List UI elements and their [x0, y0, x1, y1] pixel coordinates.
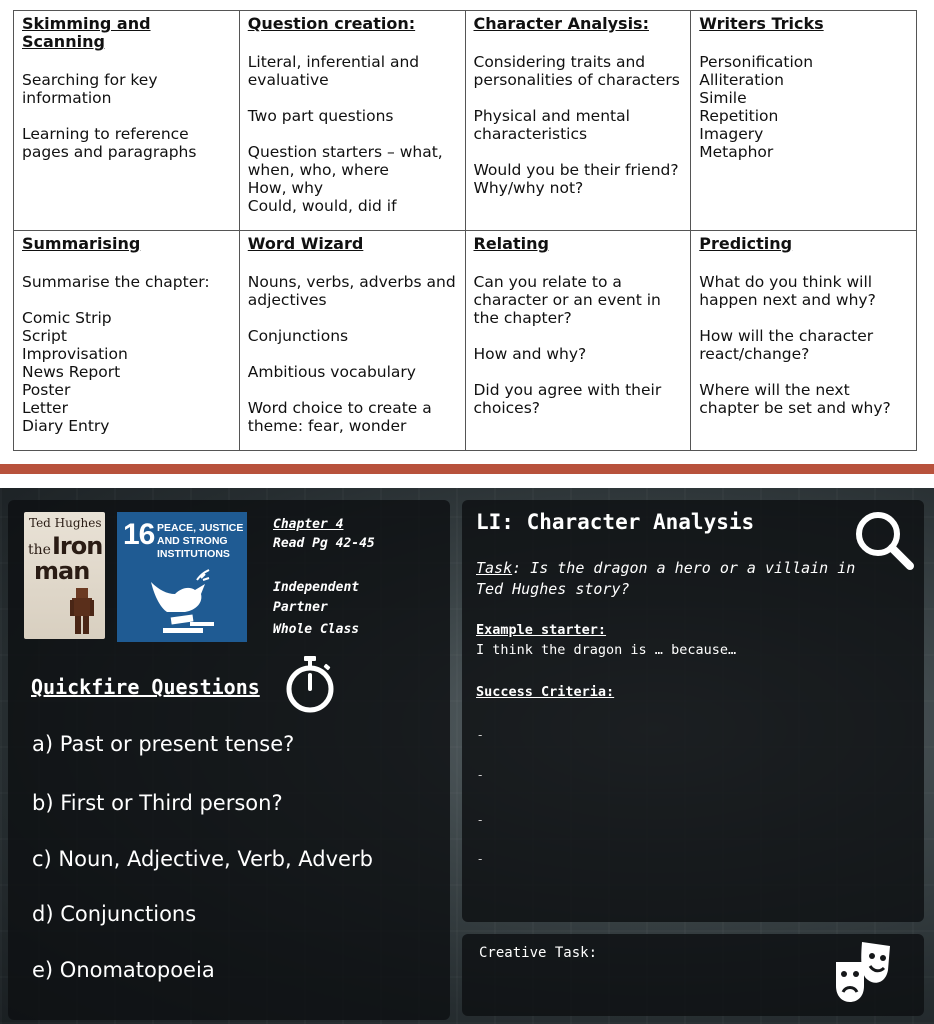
cell-text: Did you agree with their choices? — [473, 381, 662, 417]
task-label: Task — [476, 559, 513, 577]
chapter-label: Chapter 4 — [273, 517, 344, 532]
cell-text: Where will the next chapter be set and why? — [699, 381, 891, 417]
sdg-title: PEACE, JUSTICE AND STRONG INSTITUTIONS — [157, 522, 244, 560]
cell-text: Summarise the chapter: — [22, 273, 210, 291]
cell-heading: Writers Tricks — [699, 14, 824, 33]
cell-text: Literal, inferential and evaluative — [247, 53, 420, 89]
book-title-iron: Iron — [52, 532, 103, 560]
cell-text: Diary Entry — [22, 417, 110, 435]
cell-predicting — [691, 231, 917, 451]
cell-text: Learning to reference pages and paragraphs — [22, 125, 197, 161]
cell-text: Question starters – what, when, who, where — [247, 143, 443, 179]
book-author: Ted Hughes — [29, 516, 102, 530]
task-question: : Is the dragon a hero or a villain in Ted Hughes story? — [476, 559, 856, 598]
lesson-slide — [0, 488, 934, 1024]
theatre-masks-icon — [832, 940, 894, 1004]
success-criteria-bullet: - — [478, 813, 483, 827]
cell-text: Improvisation — [22, 345, 128, 363]
cell-text: Considering traits and personalities of characters — [473, 53, 680, 89]
cell-text: Poster — [22, 381, 71, 399]
cell-heading: Predicting — [699, 234, 793, 253]
cell-text: How, why — [247, 179, 324, 197]
sdg-16-tile — [117, 512, 247, 642]
mode-partner: Partner — [273, 600, 328, 615]
book-title-man: man — [34, 557, 90, 585]
success-criteria-bullet: - — [478, 852, 483, 866]
quickfire-item: e) Onomatopoeia — [32, 958, 215, 982]
cell-summarising — [14, 231, 240, 451]
dove-gavel-icon — [145, 568, 221, 636]
cell-text: Would you be their friend? Why/why not? — [473, 161, 679, 197]
cell-text: How will the character react/change? — [699, 327, 874, 363]
book-title-the: the — [28, 542, 51, 558]
cell-skimming — [14, 11, 240, 231]
table-row — [14, 11, 917, 231]
cell-text: Script — [22, 327, 67, 345]
quickfire-item: d) Conjunctions — [32, 902, 197, 926]
quickfire-item: b) First or Third person? — [32, 791, 283, 815]
mode-independent: Independent — [273, 580, 360, 595]
cell-heading: Summarising — [22, 234, 141, 253]
creative-task-label: Creative Task: — [479, 945, 598, 961]
cell-word-wizard — [239, 231, 465, 451]
cell-heading: Relating — [473, 234, 549, 253]
cell-relating — [465, 231, 691, 451]
example-starter-label: Example starter: — [476, 622, 607, 638]
success-criteria-bullet: - — [478, 768, 483, 782]
cell-text: What do you think will happen next and why? — [699, 273, 876, 309]
task-text — [476, 558, 866, 600]
quickfire-item: a) Past or present tense? — [32, 732, 295, 756]
success-criteria-bullet: - — [478, 728, 483, 742]
cell-text: Personification — [699, 53, 814, 71]
cell-text: Metaphor — [699, 143, 774, 161]
cell-heading: Character Analysis: — [473, 14, 649, 33]
cell-text: Searching for key information — [22, 71, 158, 107]
cell-writers-tricks — [691, 11, 917, 231]
cell-text: Word choice to create a theme: fear, wonder — [247, 399, 432, 435]
cell-text: Letter — [22, 399, 68, 417]
cell-text: Physical and mental characteristics — [473, 107, 630, 143]
cell-text: Comic Strip — [22, 309, 112, 327]
quickfire-title: Quickfire Questions — [31, 675, 260, 699]
cell-text: How and why? — [473, 345, 587, 363]
chapter-pages: Read Pg 42-45 — [273, 536, 375, 551]
cell-text: Alliteration — [699, 71, 784, 89]
book-cover-image — [24, 512, 105, 639]
cell-text: Can you relate to a character or an event in the chapter? — [473, 273, 661, 327]
cell-heading: Question creation: — [247, 14, 416, 33]
example-starter-text: I think the dragon is … because… — [476, 642, 737, 658]
cell-text: Ambitious vocabulary — [247, 363, 416, 381]
sdg-number: 16 — [123, 518, 155, 551]
iron-man-figure-icon — [70, 588, 94, 634]
cell-question-creation — [239, 11, 465, 231]
table-row — [14, 231, 917, 451]
quickfire-item: c) Noun, Adjective, Verb, Adverb — [32, 847, 373, 871]
skills-table — [13, 10, 917, 451]
cell-text: News Report — [22, 363, 121, 381]
cell-heading: Skimming and Scanning — [22, 14, 151, 51]
cell-text: Two part questions — [247, 107, 394, 125]
cell-heading: Word Wizard — [247, 234, 364, 253]
cell-character-analysis — [465, 11, 691, 231]
stopwatch-icon — [284, 656, 336, 714]
cell-text: Simile — [699, 89, 747, 107]
cell-text: Nouns, verbs, adverbs and adjectives — [247, 273, 456, 309]
mode-whole-class: Whole Class — [273, 622, 360, 637]
learning-intention-title: LI: Character Analysis — [476, 510, 755, 534]
cell-text: Repetition — [699, 107, 779, 125]
cell-text: Could, would, did if — [247, 197, 397, 215]
success-criteria-label: Success Criteria: — [476, 684, 615, 700]
section-divider — [0, 464, 934, 474]
cell-text: Conjunctions — [247, 327, 349, 345]
cell-text: Imagery — [699, 125, 764, 143]
